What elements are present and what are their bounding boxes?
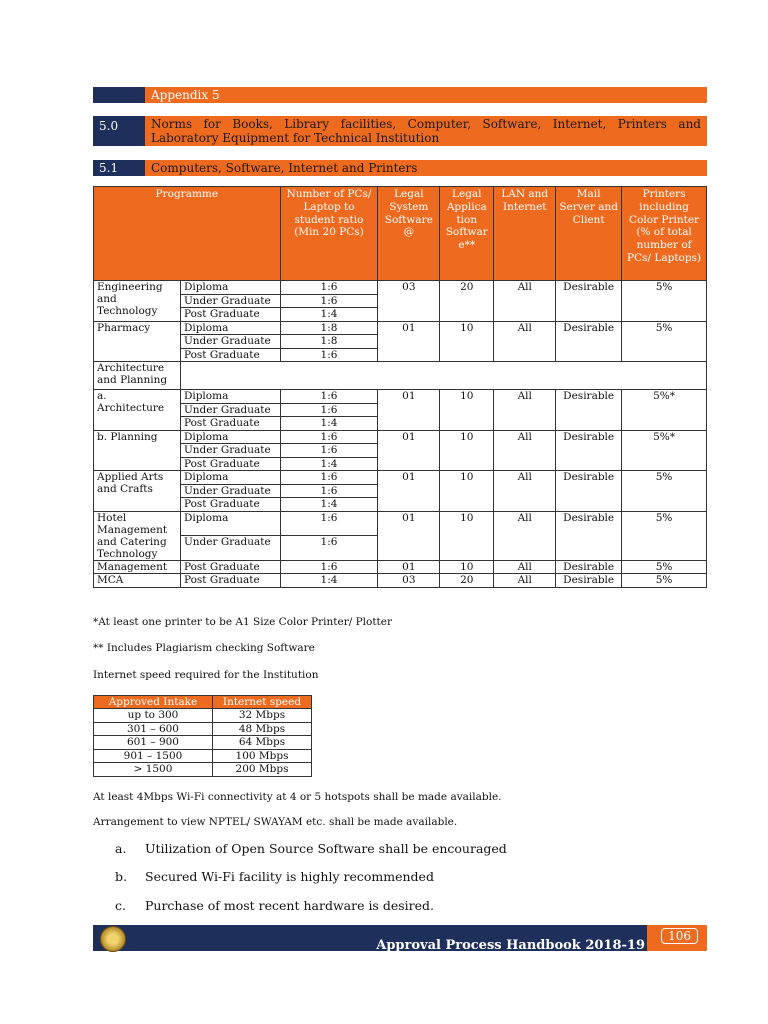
footer-title: Approval Process Handbook 2018-19 bbox=[376, 938, 645, 953]
speed-table-row bbox=[94, 709, 312, 723]
lan-internet: All bbox=[494, 560, 556, 574]
list-text: Utilization of Open Source Software shall be encouraged bbox=[145, 841, 507, 856]
legal-system-software-count: 01 bbox=[378, 471, 440, 512]
legal-application-software-count: 10 bbox=[440, 390, 494, 431]
pc-ratio: 1:4 bbox=[280, 308, 378, 322]
table-row bbox=[94, 574, 707, 588]
printer-percentage: 5% bbox=[622, 560, 707, 574]
note-wifi: At least 4Mbps Wi-Fi connectivity at 4 or 5 hotspots shall be made available. bbox=[93, 791, 502, 803]
appendix-banner bbox=[93, 87, 707, 103]
speed-header-intake: Approved Intake bbox=[94, 696, 213, 709]
legal-system-software-count: 01 bbox=[378, 321, 440, 362]
programme-level: Diploma bbox=[180, 321, 280, 335]
mail-server: Desirable bbox=[556, 281, 622, 322]
programme-level: Diploma bbox=[180, 390, 280, 404]
mail-server: Desirable bbox=[556, 560, 622, 574]
programme-name: MCA bbox=[94, 574, 181, 588]
list-marker: b. bbox=[115, 869, 127, 884]
header-lan-internet: LAN and Internet bbox=[494, 187, 556, 281]
pc-ratio: 1:8 bbox=[280, 335, 378, 349]
empty-cell bbox=[180, 362, 706, 390]
speed-table-body bbox=[94, 709, 312, 777]
pc-ratio: 1:6 bbox=[280, 430, 378, 444]
lan-internet: All bbox=[494, 471, 556, 512]
mail-server: Desirable bbox=[556, 430, 622, 471]
legal-application-software-count: 10 bbox=[440, 511, 494, 560]
pc-ratio: 1:4 bbox=[280, 498, 378, 512]
header-printers: Printers including Color Printer (% of total number of PCs/ Laptops) bbox=[622, 187, 707, 281]
internet-speed: 200 Mbps bbox=[213, 763, 312, 777]
printer-percentage: 5% bbox=[622, 471, 707, 512]
lan-internet: All bbox=[494, 281, 556, 322]
table-row bbox=[94, 281, 707, 295]
section-5-1-number: 5.1 bbox=[93, 160, 145, 176]
internet-speed: 100 Mbps bbox=[213, 749, 312, 763]
pc-ratio: 1:6 bbox=[280, 294, 378, 308]
lan-internet: All bbox=[494, 390, 556, 431]
table-row bbox=[94, 560, 707, 574]
list-text: Purchase of most recent hardware is desired. bbox=[145, 898, 434, 913]
speed-table-row bbox=[94, 736, 312, 750]
programme-level: Post Graduate bbox=[180, 574, 280, 588]
legal-application-software-count: 10 bbox=[440, 560, 494, 574]
programme-level: Under Graduate bbox=[180, 403, 280, 417]
legal-system-software-count: 01 bbox=[378, 511, 440, 560]
aicte-seal-icon bbox=[100, 926, 126, 952]
list-text: Secured Wi-Fi facility is highly recommended bbox=[145, 869, 434, 884]
approved-intake: 901 – 1500 bbox=[94, 749, 213, 763]
pc-ratio: 1:6 bbox=[280, 281, 378, 295]
programme-level: Post Graduate bbox=[180, 498, 280, 512]
programme-name: Management bbox=[94, 560, 181, 574]
table-row-group-heading bbox=[94, 362, 707, 390]
internet-speed: 64 Mbps bbox=[213, 736, 312, 750]
pc-ratio: 1:4 bbox=[280, 574, 378, 588]
printer-percentage: 5% bbox=[622, 281, 707, 322]
programme-name: Architecture and Planning bbox=[94, 362, 181, 390]
speed-header-row bbox=[94, 696, 312, 709]
programme-name: a. Architecture bbox=[94, 390, 181, 431]
speed-header-speed: Internet speed bbox=[213, 696, 312, 709]
programme-name: Pharmacy bbox=[94, 321, 181, 362]
header-legal-system-software: Legal System Software @ bbox=[378, 187, 440, 281]
legal-system-software-count: 03 bbox=[378, 281, 440, 322]
pc-ratio: 1:6 bbox=[280, 484, 378, 498]
internet-speed-table bbox=[93, 695, 312, 777]
table-row bbox=[94, 390, 707, 404]
programme-name: b. Planning bbox=[94, 430, 181, 471]
mail-server: Desirable bbox=[556, 321, 622, 362]
note-nptel: Arrangement to view NPTEL/ SWAYAM etc. shall be made available. bbox=[93, 816, 458, 828]
legal-application-software-count: 20 bbox=[440, 574, 494, 588]
header-mail-server: Mail Server and Client bbox=[556, 187, 622, 281]
lan-internet: All bbox=[494, 321, 556, 362]
programme-level: Diploma bbox=[180, 430, 280, 444]
table-header-row bbox=[94, 187, 707, 281]
section-5-1-banner bbox=[93, 160, 707, 176]
printer-percentage: 5%* bbox=[622, 430, 707, 471]
lan-internet: All bbox=[494, 430, 556, 471]
section-5-0-title: Norms for Books, Library facilities, Computer, Software, Internet, Printers and Laboratory Equipment for Technical Institution bbox=[145, 116, 707, 146]
table-row bbox=[94, 430, 707, 444]
programme-level: Under Graduate bbox=[180, 294, 280, 308]
table-row bbox=[94, 321, 707, 335]
legal-system-software-count: 01 bbox=[378, 390, 440, 431]
printer-percentage: 5%* bbox=[622, 390, 707, 431]
pc-ratio: 1:4 bbox=[280, 457, 378, 471]
programme-level: Under Graduate bbox=[180, 536, 280, 561]
mail-server: Desirable bbox=[556, 511, 622, 560]
pc-ratio: 1:6 bbox=[280, 444, 378, 458]
pc-ratio: 1:8 bbox=[280, 321, 378, 335]
table-row bbox=[94, 471, 707, 485]
legal-application-software-count: 10 bbox=[440, 430, 494, 471]
computers-norms-table bbox=[93, 186, 707, 588]
legal-system-software-count: 01 bbox=[378, 560, 440, 574]
approved-intake: up to 300 bbox=[94, 709, 213, 723]
speed-table-row bbox=[94, 722, 312, 736]
page-number: 106 bbox=[661, 928, 698, 944]
pc-ratio: 1:4 bbox=[280, 417, 378, 431]
programme-name: Applied Arts and Crafts bbox=[94, 471, 181, 512]
programme-level: Diploma bbox=[180, 511, 280, 536]
speed-table-row bbox=[94, 763, 312, 777]
programme-level: Diploma bbox=[180, 281, 280, 295]
programme-level: Post Graduate bbox=[180, 417, 280, 431]
internet-speed: 48 Mbps bbox=[213, 722, 312, 736]
list-marker: c. bbox=[115, 898, 126, 913]
mail-server: Desirable bbox=[556, 390, 622, 431]
programme-name: Engineering and Technology bbox=[94, 281, 181, 322]
legal-application-software-count: 20 bbox=[440, 281, 494, 322]
table-row bbox=[94, 511, 707, 536]
programme-level: Diploma bbox=[180, 471, 280, 485]
internet-speed: 32 Mbps bbox=[213, 709, 312, 723]
mail-server: Desirable bbox=[556, 471, 622, 512]
appendix-banner-left bbox=[93, 87, 145, 103]
mail-server: Desirable bbox=[556, 574, 622, 588]
legal-system-software-count: 01 bbox=[378, 430, 440, 471]
pc-ratio: 1:6 bbox=[280, 560, 378, 574]
programme-level: Post Graduate bbox=[180, 348, 280, 362]
pc-ratio: 1:6 bbox=[280, 511, 378, 536]
section-5-1-title: Computers, Software, Internet and Printers bbox=[145, 160, 707, 176]
printer-percentage: 5% bbox=[622, 511, 707, 560]
pc-ratio: 1:6 bbox=[280, 536, 378, 561]
pc-ratio: 1:6 bbox=[280, 471, 378, 485]
appendix-label: Appendix 5 bbox=[145, 87, 707, 103]
list-item bbox=[115, 869, 434, 884]
header-programme: Programme bbox=[94, 187, 281, 281]
legal-application-software-count: 10 bbox=[440, 321, 494, 362]
programme-level: Under Graduate bbox=[180, 335, 280, 349]
section-5-0-banner bbox=[93, 116, 707, 146]
note-internet-speed: Internet speed required for the Institution bbox=[93, 669, 319, 681]
lan-internet: All bbox=[494, 511, 556, 560]
approved-intake: > 1500 bbox=[94, 763, 213, 777]
legal-application-software-count: 10 bbox=[440, 471, 494, 512]
programme-level: Post Graduate bbox=[180, 560, 280, 574]
programme-level: Post Graduate bbox=[180, 308, 280, 322]
legal-system-software-count: 03 bbox=[378, 574, 440, 588]
page-footer bbox=[93, 925, 707, 951]
header-legal-application-software: Legal Applica tion Softwar e** bbox=[440, 187, 494, 281]
note-plagiarism: ** Includes Plagiarism checking Software bbox=[93, 642, 315, 654]
approved-intake: 601 – 900 bbox=[94, 736, 213, 750]
lan-internet: All bbox=[494, 574, 556, 588]
list-item bbox=[115, 898, 434, 913]
note-printer: *At least one printer to be A1 Size Color Printer/ Plotter bbox=[93, 616, 392, 628]
pc-ratio: 1:6 bbox=[280, 348, 378, 362]
printer-percentage: 5% bbox=[622, 321, 707, 362]
pc-ratio: 1:6 bbox=[280, 390, 378, 404]
programme-level: Post Graduate bbox=[180, 457, 280, 471]
pc-ratio: 1:6 bbox=[280, 403, 378, 417]
programme-name: Hotel Management and Catering Technology bbox=[94, 511, 181, 560]
header-pcs-ratio: Number of PCs/ Laptop to student ratio (Min 20 PCs) bbox=[280, 187, 378, 281]
list-item bbox=[115, 841, 507, 856]
printer-percentage: 5% bbox=[622, 574, 707, 588]
speed-table-row bbox=[94, 749, 312, 763]
approved-intake: 301 – 600 bbox=[94, 722, 213, 736]
programme-level: Under Graduate bbox=[180, 484, 280, 498]
table-body bbox=[94, 281, 707, 588]
programme-level: Under Graduate bbox=[180, 444, 280, 458]
list-marker: a. bbox=[115, 841, 127, 856]
section-5-0-number: 5.0 bbox=[93, 116, 145, 146]
